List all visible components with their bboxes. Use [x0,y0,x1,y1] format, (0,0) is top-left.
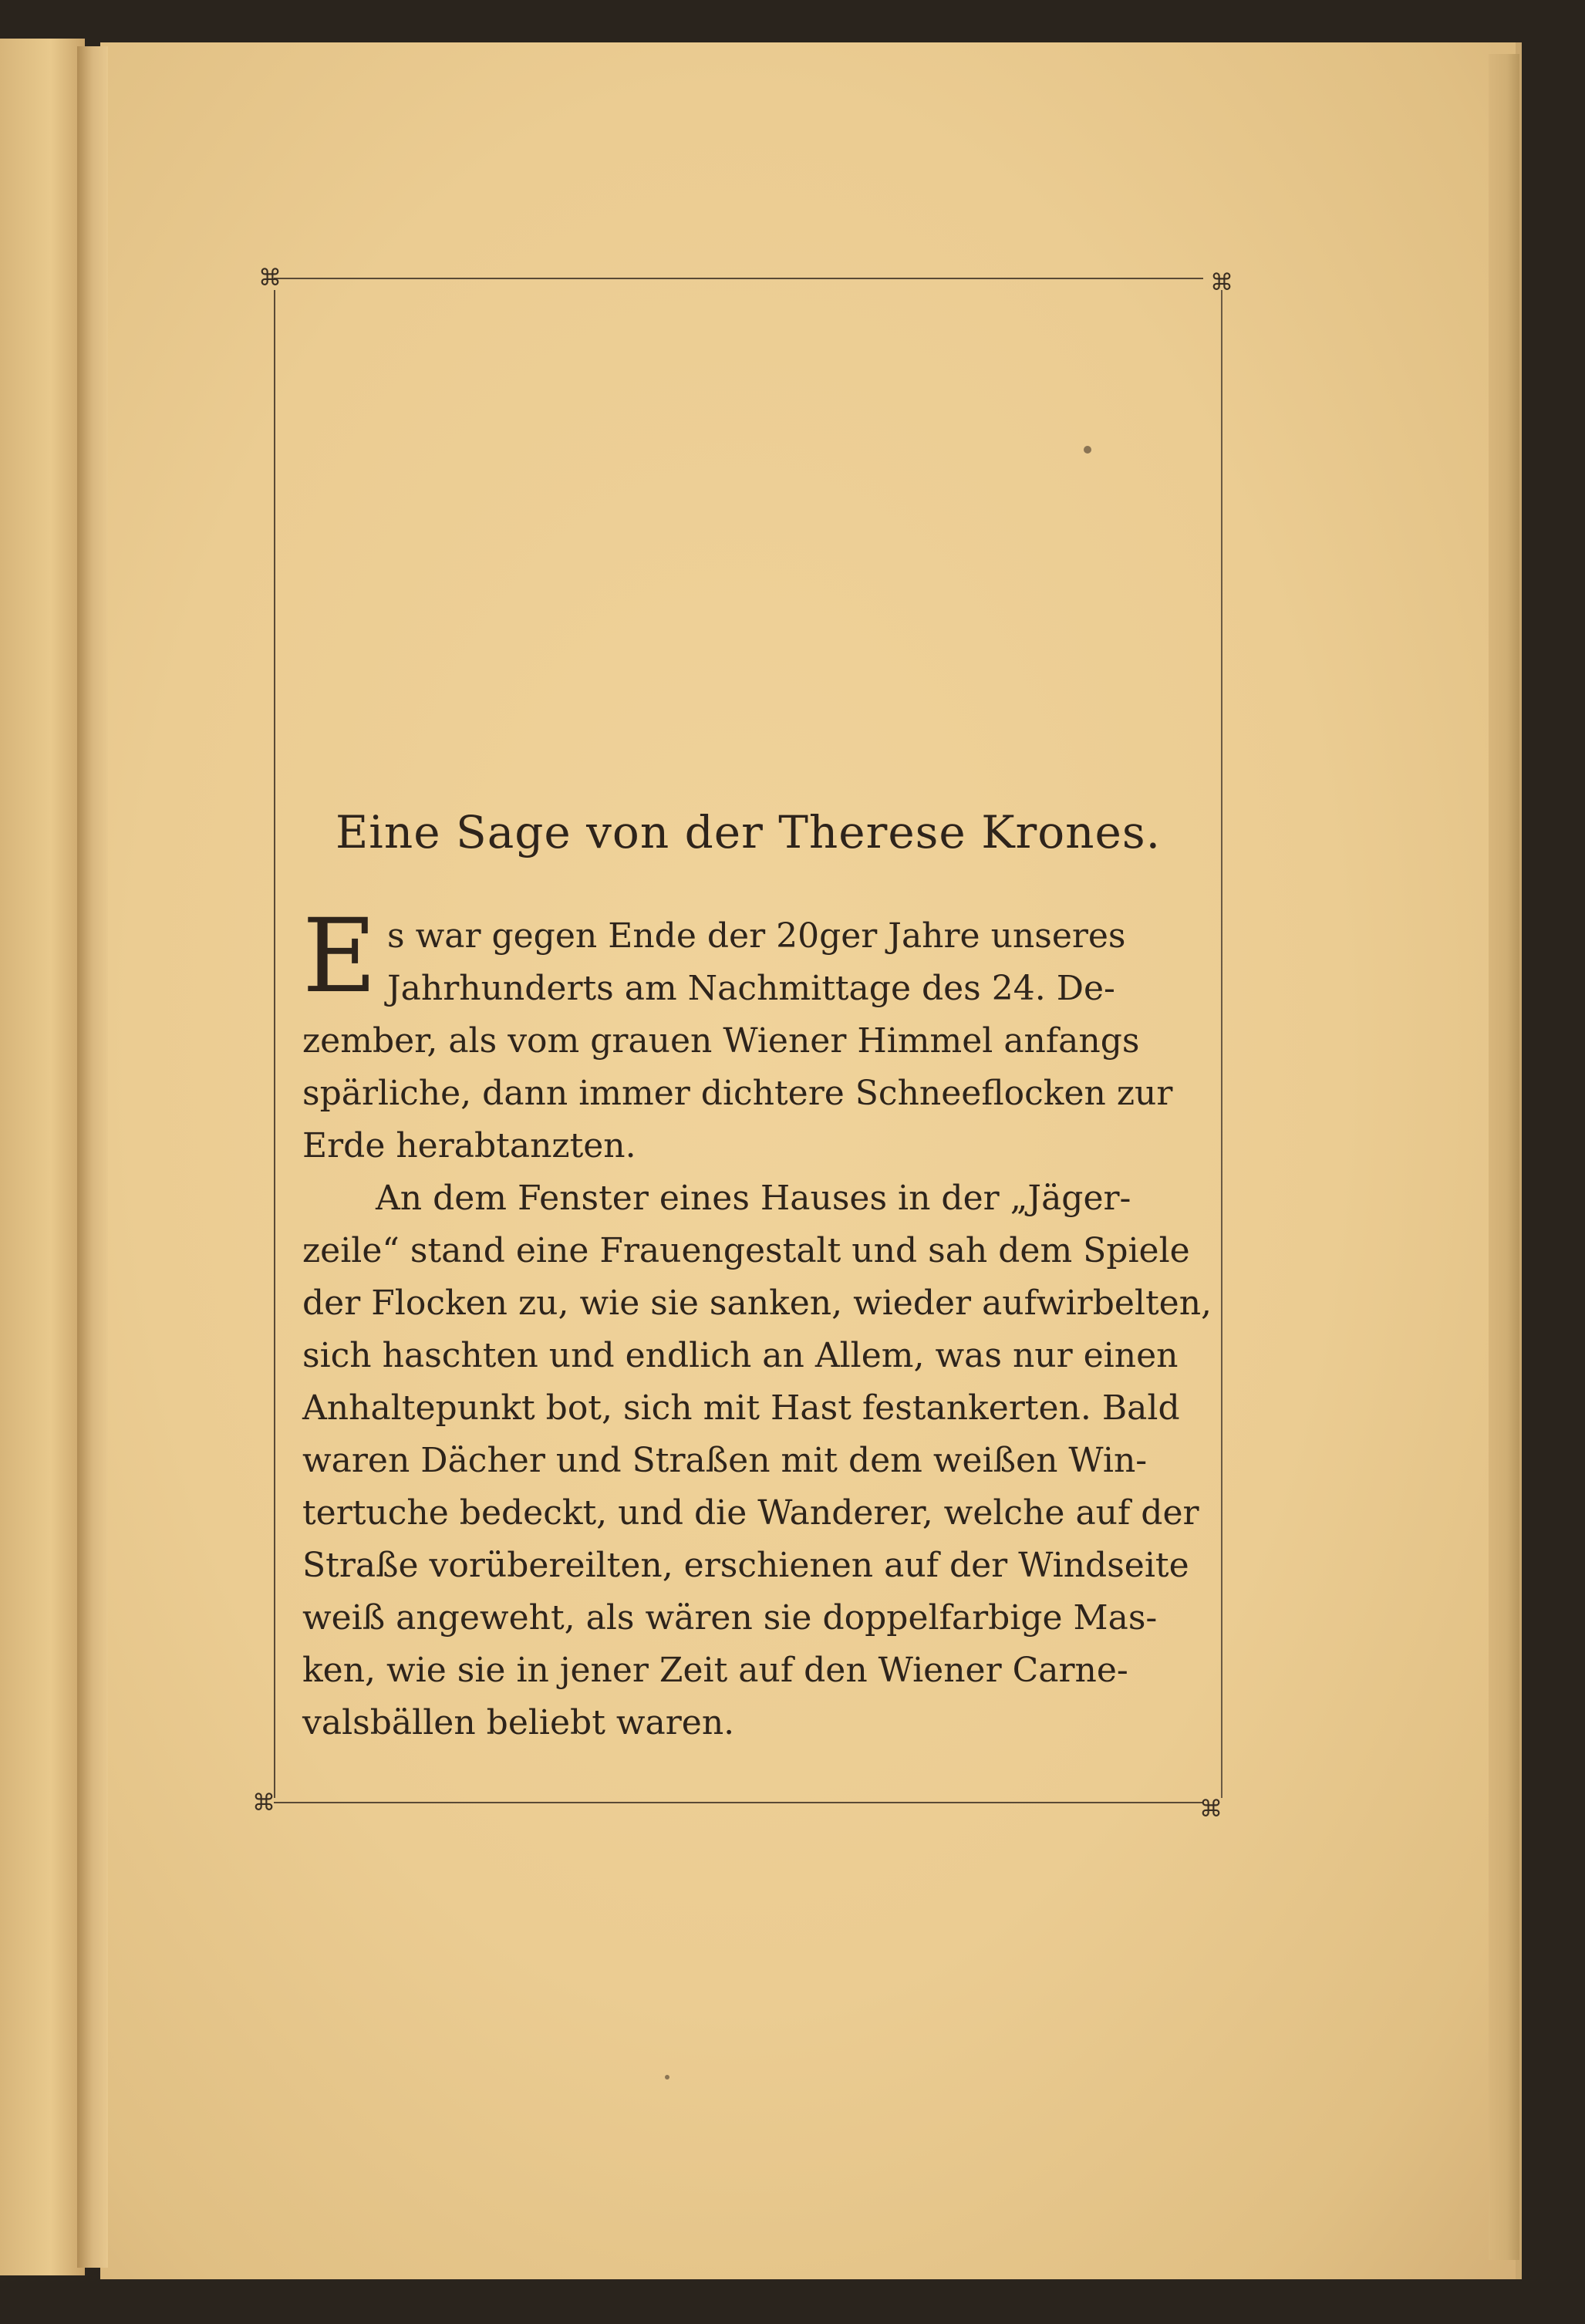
text-line: sich haschten und endlich an Allem, was nur einen [302,1336,1179,1375]
drop-cap: E [302,897,377,1016]
text-line: der Flocken zu, wie sie sanken, wieder aufwirbelten, [302,1283,1212,1323]
text-line: Erde herabtanzten. [302,1126,636,1165]
text-line: weiß angeweht, als wären sie doppelfarbige Mas- [302,1598,1158,1638]
text-line: ken, wie sie in jener Zeit auf den Wiener Carne- [302,1651,1128,1690]
text-line: Jahrhunderts am Nachmittage des 24. De- [387,969,1115,1008]
left-page-edge [0,39,85,2275]
text-line: zember, als vom grauen Wiener Himmel anfangs [302,1021,1140,1061]
text-line: An dem Fenster eines Hauses in der „Jäger- [376,1179,1131,1218]
text-line: Anhaltepunkt bot, sich mit Hast festankerten. Bald [302,1388,1180,1428]
paragraph [302,1172,1216,1749]
book-gutter [77,46,108,2268]
page-fore-edge [1489,54,1519,2260]
text-line: spärliche, dann immer dichtere Schneeflocken zur [302,1074,1173,1113]
text-line: waren Dächer und Straßen mit dem weißen Win- [302,1441,1148,1480]
corner-ornament-icon: ⌘ [1210,269,1233,296]
corner-ornament-icon: ⌘ [252,1789,275,1816]
text-line: zeile“ stand eine Frauengestalt und sah dem Spiele [302,1231,1190,1270]
text-line: valsbällen beliebt waren. [302,1703,735,1742]
corner-ornament-icon: ⌘ [1199,1796,1222,1823]
frame-right-rule [1221,290,1222,1798]
paper-speck [665,2075,669,2079]
corner-ornament-icon: ⌘ [258,265,282,292]
text-line: tertuche bedeckt, und die Wanderer, welche auf der [302,1493,1199,1533]
text-line: Straße vorübereilten, erschienen auf der Windseite [302,1546,1189,1585]
frame-bottom-rule [274,1802,1203,1803]
story-body [302,897,1216,1749]
frame-top-rule [274,278,1203,279]
story-title: Eine Sage von der Therese Krones. [335,806,1162,858]
paragraph [302,897,1216,1172]
text-line: s war gegen Ende der 20ger Jahre unseres [387,916,1126,956]
frame-left-rule [274,290,275,1798]
